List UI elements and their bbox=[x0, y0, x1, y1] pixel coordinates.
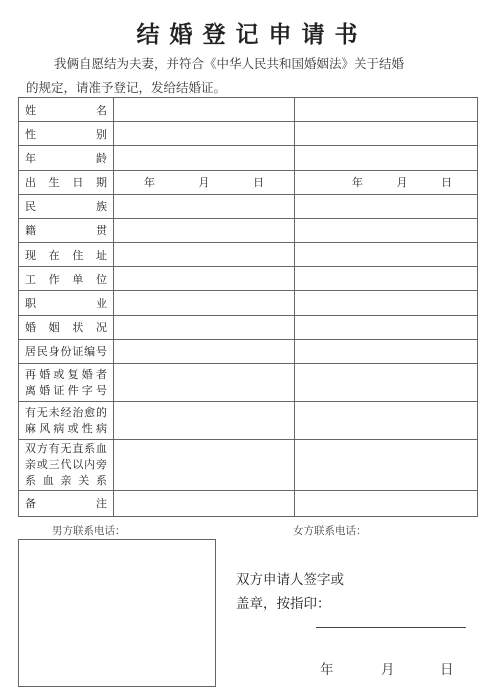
male-ethnicity-cell[interactable] bbox=[114, 194, 295, 218]
label-char: 籍 bbox=[25, 224, 36, 238]
male-marital-status-cell[interactable] bbox=[114, 315, 295, 339]
female-name-cell[interactable] bbox=[295, 98, 478, 122]
label-char: 有 bbox=[25, 405, 36, 419]
label-char: 号 bbox=[95, 345, 107, 359]
label-cell bbox=[19, 339, 114, 363]
label-char: 证 bbox=[53, 383, 65, 397]
label-char: 代 bbox=[60, 458, 72, 472]
female-disease-cell[interactable] bbox=[295, 402, 478, 440]
photo-box bbox=[18, 539, 216, 687]
label-char: 在 bbox=[48, 248, 60, 262]
label-char: 系 bbox=[96, 474, 107, 488]
label-char: 无 bbox=[36, 405, 48, 419]
intro-line-1: 我俩自愿结为夫妻，并符合《中华人民共和国婚姻法》关于结婚 bbox=[54, 56, 405, 71]
table-row-remarks bbox=[19, 490, 478, 516]
label-char: 内 bbox=[84, 458, 96, 472]
label-cell bbox=[19, 490, 114, 516]
label-cell bbox=[19, 243, 114, 267]
label-cell bbox=[19, 98, 114, 122]
sign-day-label: 日 bbox=[440, 662, 454, 678]
label-char: 以 bbox=[72, 458, 84, 472]
label-char: 病 bbox=[53, 421, 65, 435]
label-char: 婚 bbox=[81, 367, 93, 381]
female-native-place-cell[interactable] bbox=[295, 218, 478, 242]
label-cell bbox=[19, 194, 114, 218]
label-char: 注 bbox=[96, 497, 107, 511]
label-cell bbox=[19, 315, 114, 339]
signature-line[interactable] bbox=[316, 627, 466, 628]
label-cell bbox=[19, 146, 114, 170]
label-char: 工 bbox=[25, 272, 36, 286]
label-char: 或 bbox=[36, 458, 48, 472]
female-address-cell[interactable] bbox=[295, 243, 478, 267]
female-marital-status-cell[interactable] bbox=[295, 315, 478, 339]
table-row-remarriage bbox=[19, 363, 478, 401]
label-char: 份 bbox=[60, 345, 72, 359]
month-label: 月 bbox=[198, 176, 210, 190]
label-char: 系 bbox=[25, 474, 36, 488]
label-char: 性 bbox=[81, 421, 93, 435]
month-label: 月 bbox=[396, 176, 408, 190]
label-char: 三 bbox=[48, 458, 60, 472]
label-cell bbox=[19, 122, 114, 146]
table-row-gender bbox=[19, 122, 478, 146]
male-gender-cell[interactable] bbox=[114, 122, 295, 146]
male-phone-label: 男方联系电话： bbox=[52, 525, 126, 537]
signature-instruction-line-1: 双方申请人签字或 bbox=[236, 572, 344, 588]
label-char: 住 bbox=[72, 248, 84, 262]
label-char: 亲 bbox=[60, 474, 72, 488]
label-char: 字 bbox=[81, 383, 93, 397]
label-char: 姻 bbox=[48, 321, 60, 335]
label-char: 族 bbox=[96, 200, 107, 214]
label-char: 民 bbox=[25, 200, 36, 214]
label-cell bbox=[19, 402, 114, 440]
label-char: 职 bbox=[25, 296, 36, 310]
label-char: 年 bbox=[25, 151, 36, 165]
label-char: 名 bbox=[96, 103, 107, 117]
table-row-ethnicity bbox=[19, 194, 478, 218]
table-row-disease bbox=[19, 402, 478, 440]
table-row-address bbox=[19, 243, 478, 267]
label-cell bbox=[19, 267, 114, 291]
day-label: 日 bbox=[441, 176, 453, 190]
sign-month-label: 月 bbox=[381, 662, 395, 678]
female-occupation-cell[interactable] bbox=[295, 291, 478, 315]
label-char: 直 bbox=[72, 442, 84, 456]
male-occupation-cell[interactable] bbox=[114, 291, 295, 315]
label-char: 婚 bbox=[25, 321, 36, 335]
label-char: 治 bbox=[72, 405, 84, 419]
label-char: 旁 bbox=[95, 458, 107, 472]
label-char: 作 bbox=[48, 272, 60, 286]
signature-instruction-line-2: 盖章，按指印： bbox=[236, 596, 331, 612]
label-cell bbox=[19, 440, 114, 490]
label-char: 有 bbox=[48, 442, 60, 456]
label-char: 方 bbox=[36, 442, 48, 456]
label-char: 位 bbox=[95, 272, 107, 286]
label-char: 愈 bbox=[84, 405, 96, 419]
label-char: 业 bbox=[96, 296, 107, 310]
label-char: 单 bbox=[72, 272, 84, 286]
label-char: 血 bbox=[42, 474, 54, 488]
male-remarks-cell[interactable] bbox=[114, 490, 295, 516]
table-row-age bbox=[19, 146, 478, 170]
label-char: 居 bbox=[25, 345, 36, 359]
page-title: 结婚登记申请书 bbox=[136, 21, 368, 48]
year-label: 年 bbox=[351, 176, 363, 190]
label-char: 经 bbox=[60, 405, 72, 419]
table-row-marital-status bbox=[19, 315, 478, 339]
label-char: 日 bbox=[72, 176, 84, 190]
table-row-kinship bbox=[19, 440, 478, 490]
day-label: 日 bbox=[253, 176, 265, 190]
label-char: 复 bbox=[67, 367, 79, 381]
label-char: 无 bbox=[60, 442, 72, 456]
table-row-native-place bbox=[19, 218, 478, 242]
female-phone-label: 女方联系电话： bbox=[293, 525, 367, 537]
label-char: 件 bbox=[67, 383, 79, 397]
label-char: 期 bbox=[95, 176, 107, 190]
label-char: 号 bbox=[95, 383, 107, 397]
sign-year-label: 年 bbox=[320, 662, 334, 678]
label-char: 再 bbox=[25, 367, 36, 381]
female-age-cell[interactable] bbox=[295, 146, 478, 170]
female-id-number-cell[interactable] bbox=[295, 339, 478, 363]
label-cell bbox=[19, 170, 114, 194]
label-char: 编 bbox=[84, 345, 96, 359]
label-char: 址 bbox=[95, 248, 107, 262]
label-char: 病 bbox=[95, 421, 107, 435]
label-char: 或 bbox=[53, 367, 65, 381]
female-birth-date-cell[interactable] bbox=[295, 170, 478, 194]
male-native-place-cell[interactable] bbox=[114, 218, 295, 242]
year-label: 年 bbox=[143, 176, 155, 190]
application-form-table bbox=[18, 97, 478, 517]
label-char: 麻 bbox=[25, 421, 36, 435]
label-char: 血 bbox=[95, 442, 107, 456]
label-char: 的 bbox=[95, 405, 107, 419]
label-char: 龄 bbox=[96, 151, 107, 165]
label-char: 婚 bbox=[39, 383, 51, 397]
female-workplace-cell[interactable] bbox=[295, 267, 478, 291]
male-address-cell[interactable] bbox=[114, 243, 295, 267]
label-char: 生 bbox=[48, 176, 60, 190]
female-kinship-cell[interactable] bbox=[295, 440, 478, 490]
label-char: 姓 bbox=[25, 103, 36, 117]
label-char: 现 bbox=[25, 248, 36, 262]
male-name-cell[interactable] bbox=[114, 98, 295, 122]
label-char: 证 bbox=[72, 345, 84, 359]
label-char: 风 bbox=[39, 421, 51, 435]
label-char: 亲 bbox=[25, 458, 36, 472]
intro-line-2: 的规定，请准予登记，发给结婚证。 bbox=[26, 80, 227, 95]
label-cell bbox=[19, 218, 114, 242]
male-kinship-cell[interactable] bbox=[114, 440, 295, 490]
male-remarriage-cell[interactable] bbox=[114, 363, 295, 401]
table-row-occupation bbox=[19, 291, 478, 315]
table-row-id-number bbox=[19, 339, 478, 363]
female-ethnicity-cell[interactable] bbox=[295, 194, 478, 218]
label-char: 离 bbox=[25, 383, 36, 397]
label-char: 性 bbox=[25, 127, 36, 141]
label-char: 出 bbox=[25, 176, 36, 190]
male-disease-cell[interactable] bbox=[114, 402, 295, 440]
female-gender-cell[interactable] bbox=[295, 122, 478, 146]
table-row-workplace bbox=[19, 267, 478, 291]
label-char: 双 bbox=[25, 442, 36, 456]
label-char: 关 bbox=[78, 474, 90, 488]
label-char: 备 bbox=[25, 497, 36, 511]
male-id-number-cell[interactable] bbox=[114, 339, 295, 363]
female-remarks-cell[interactable] bbox=[295, 490, 478, 516]
label-char: 或 bbox=[67, 421, 79, 435]
label-char: 婚 bbox=[39, 367, 51, 381]
label-cell bbox=[19, 363, 114, 401]
label-char: 系 bbox=[84, 442, 96, 456]
male-age-cell[interactable] bbox=[114, 146, 295, 170]
label-cell bbox=[19, 291, 114, 315]
label-char: 者 bbox=[95, 367, 107, 381]
male-workplace-cell[interactable] bbox=[114, 267, 295, 291]
table-row-name bbox=[19, 98, 478, 122]
label-char: 未 bbox=[48, 405, 60, 419]
label-char: 况 bbox=[95, 321, 107, 335]
male-birth-date-cell[interactable] bbox=[114, 170, 295, 194]
label-char: 民 bbox=[36, 345, 48, 359]
label-char: 状 bbox=[72, 321, 84, 335]
label-char: 贯 bbox=[96, 224, 107, 238]
label-char: 身 bbox=[48, 345, 60, 359]
label-char: 别 bbox=[96, 127, 107, 141]
table-row-birth-date bbox=[19, 170, 478, 194]
female-remarriage-cell[interactable] bbox=[295, 363, 478, 401]
